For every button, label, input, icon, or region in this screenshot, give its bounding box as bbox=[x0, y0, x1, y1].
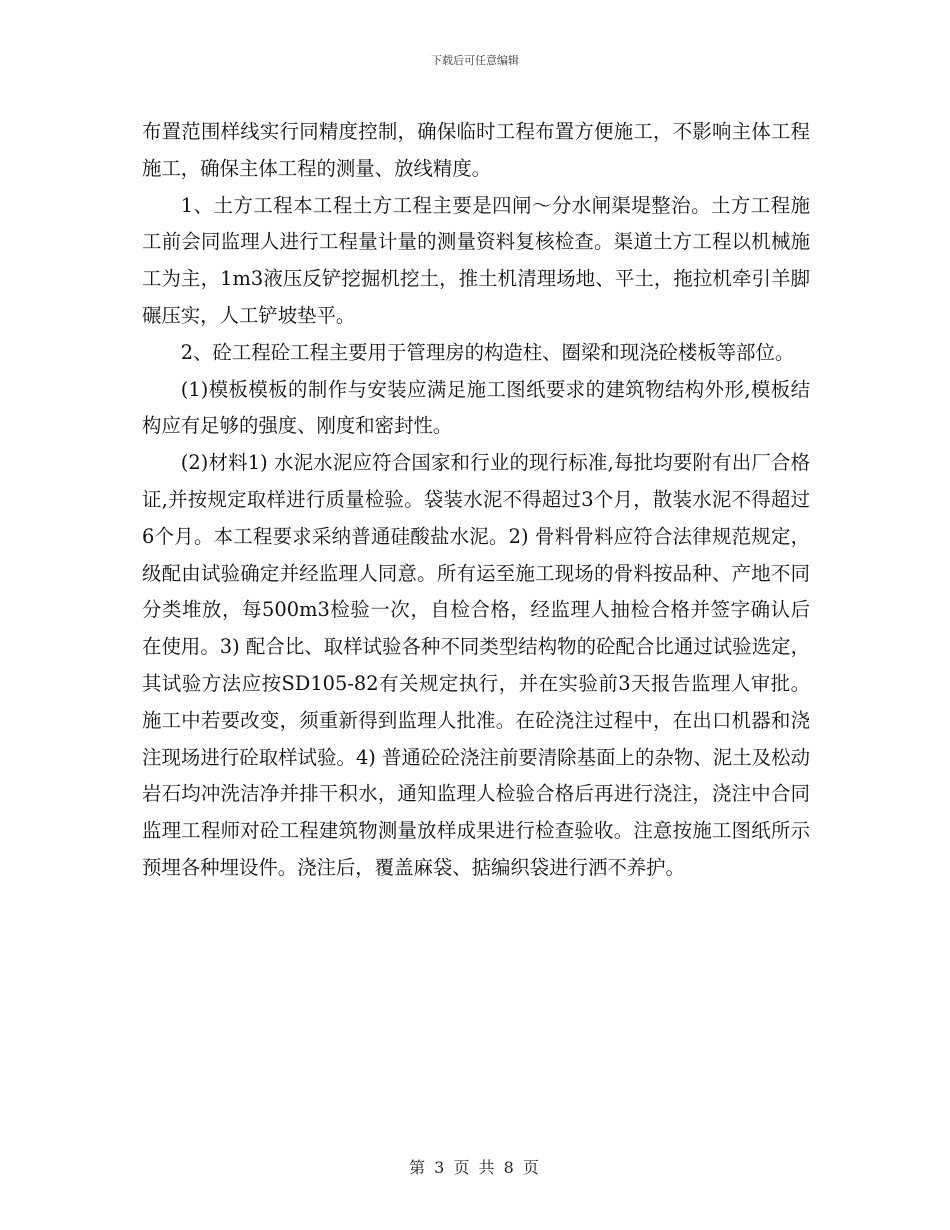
paragraph-formwork: (1)模板模板的制作与安装应满足施工图纸要求的建筑物结构外形,模板结构应有足够的强度、刚度和密封性。 bbox=[142, 377, 810, 438]
paragraph-materials: (2)材料1) 水泥水泥应符合国家和行业的现行标准,每批均要附有出厂合格证,并按规定取样进行质量检验。袋装水泥不得超过3个月，散装水泥不得超过6个月。本工程要求采纳普通硅酸盐水泥。2) 骨料骨料应符合法律规范规定，级配由试验确定并经监理人同意。所有运至施工现场的骨料按品种、产地不同分类堆放，每500m3检验一次，自检合格，经监理人抽检合格并签字确认后在使用。3) 配合比、取样试验各种不同类型结构物的砼配合比通过试验选定，其试验方法应按SD105-82有关规定执行，并在实验前3天报告监理人审批。施工中若要改变，须重新得到监理人批准。在砼浇注过程中，在出口机器和浇注现场进行砼取样试验。4) 普通砼砼浇注前要清除基面上的杂物、泥土及松动岩石均冲洗洁净并排干积水，通知监理人检验合格后再进行浇注，浇注中合同监理工程师对砼工程建筑物测量放样成果进行检查验收。注意按施工图纸所示预埋各种埋设件。浇注后，覆盖麻袋、掂编织袋进行洒不养护。 bbox=[142, 451, 810, 879]
document-body bbox=[142, 114, 810, 887]
paragraph-earthwork: 1、土方工程本工程土方工程主要是四闸～分水闸渠堤整治。土方工程施工前会同监理人进行工程量计量的测量资料复核检查。渠道土方工程以机械施工为主，1m3液压反铲挖掘机挖土，推土机清理场地、平土，拖拉机牵引羊脚碾压实，人工铲坡垫平。 bbox=[142, 193, 810, 327]
paragraph-concrete-work: 2、砼工程砼工程主要用于管理房的构造柱、圈梁和现浇砼楼板等部位。 bbox=[180, 340, 795, 364]
page-number-footer: 第 3 页 共 8 页 bbox=[409, 1158, 541, 1177]
paragraph-continuation: 布置范围样线实行同精度控制，确保临时工程布置方便施工，不影响主体工程施工，确保主体工程的测量、放线精度。 bbox=[142, 120, 810, 180]
page-header: 下载后可任意编辑 bbox=[431, 54, 519, 67]
